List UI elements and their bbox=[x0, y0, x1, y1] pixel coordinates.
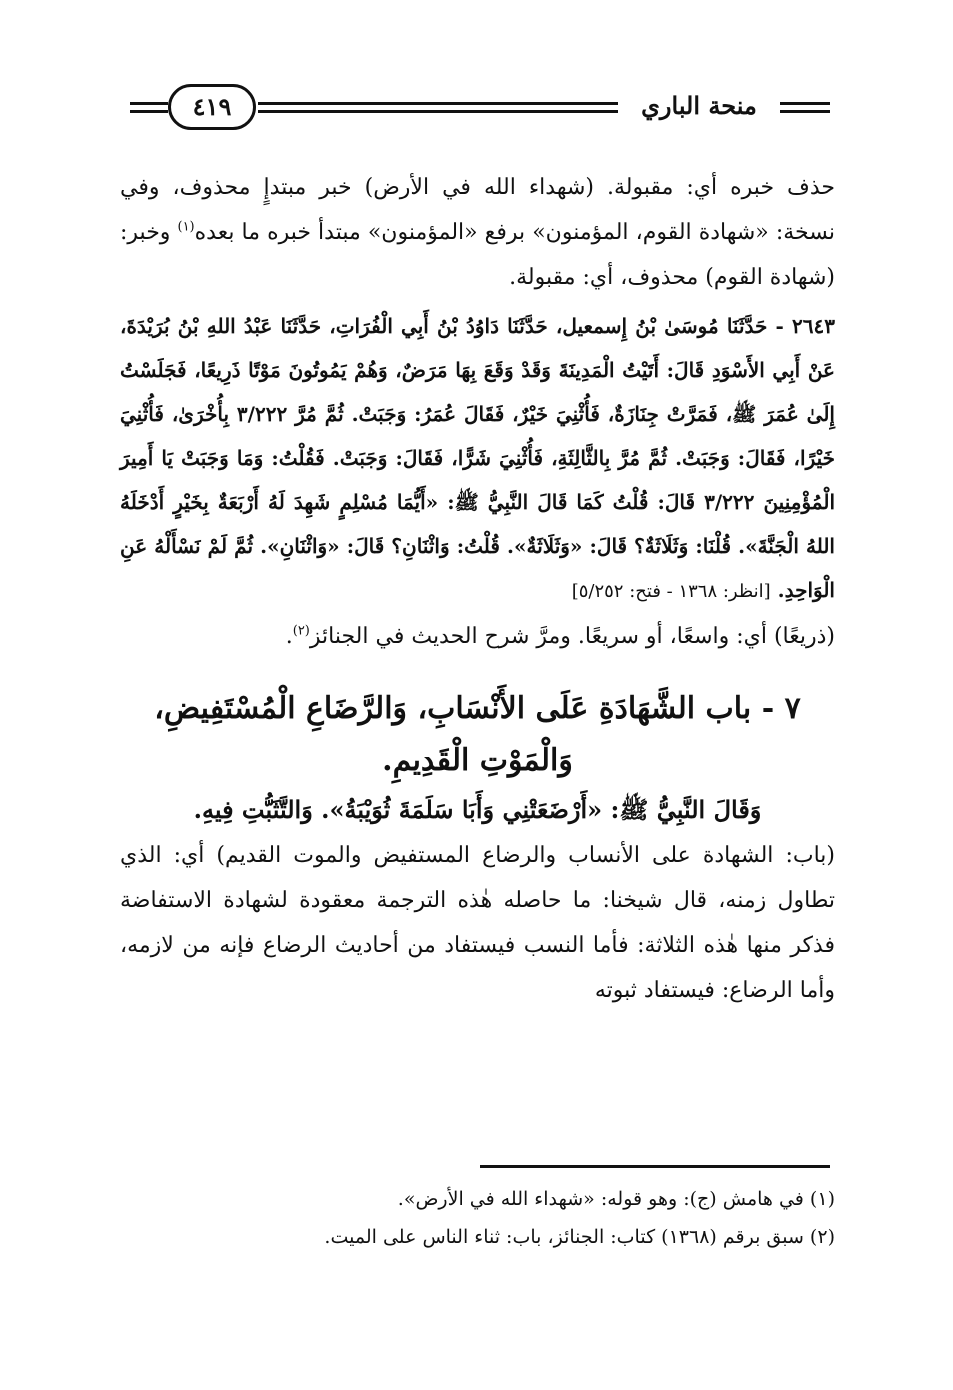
header-rule bbox=[130, 110, 168, 113]
hadith-text bbox=[120, 304, 835, 614]
footnote-1: (١) في هامش (ج): وهو قوله: «شهداء الله في الأرض». bbox=[397, 1188, 835, 1210]
header-rule bbox=[780, 110, 830, 113]
header-rule bbox=[258, 102, 618, 105]
page-header bbox=[130, 78, 830, 140]
commentary-paragraph: (باب: الشهادة على الأنساب والرضاع المستفيض والموت القديم) أي: الذي تطاول زمنه، قال شيخنا: ما حاصله هٰذه الترجمة معقودة لشهادة الاستفاضة فذكر منها هٰذه الثلاثة: فأما النسب فيستفاد من أحاديث الرضاع فإنه من لازمه، وأما الرضاع: فيستفاد ثبوته bbox=[120, 843, 835, 1003]
chapter-quote: وَقَالَ النَّبِيُّ ﷺ: «أَرْضَعَتْنِي وَأَبَا سَلَمَةَ ثُوَيْبَةُ». وَالتَّثَبُّتِ فِيهِ. bbox=[193, 795, 762, 824]
paragraph-text: وخبر: (شهادة القوم) محذوف، أي: مقبولة. bbox=[120, 220, 835, 290]
commentary-paragraph bbox=[120, 165, 835, 300]
footnotes bbox=[120, 1180, 835, 1256]
chapter-heading: ٧ - باب الشَّهَادَةِ عَلَى الأَنْسَابِ، وَالرَّضَاعِ الْمُسْتَفِيضِ، وَالْمَوْتِ الْقَدِيمِ. bbox=[154, 691, 801, 778]
footnote-marker[interactable]: (١) bbox=[177, 219, 195, 235]
paragraph-text: . bbox=[285, 624, 293, 649]
footnote-marker[interactable]: (٢) bbox=[292, 623, 310, 639]
page-number: ٤١٩ bbox=[168, 84, 256, 130]
paragraph-text: (ذريعًا) أي: واسعًا، أو سريعًا. ومرَّ شرح الحديث في الجنائز bbox=[309, 624, 835, 649]
book-title: منحة الباري bbox=[641, 91, 757, 120]
header-rule bbox=[130, 102, 168, 105]
commentary-paragraph bbox=[120, 614, 835, 659]
hadith-reference: [انظر: ١٣٦٨ - فتح: ٥/٢٥٢] bbox=[571, 581, 771, 602]
header-rule bbox=[258, 110, 618, 113]
header-rule bbox=[780, 102, 830, 105]
footnote-divider bbox=[480, 1165, 830, 1168]
footnote-2: (٢) سبق برقم (١٣٦٨) كتاب: الجنائز، باب: ثناء الناس على الميت. bbox=[324, 1226, 835, 1248]
page-content bbox=[120, 165, 835, 1013]
paragraph-text: حذف خبره أي: مقبولة. (شهداء الله في الأرض) خبر مبتدإٍ محذوف، وفي نسخة: «شهادة القوم، المؤمنون» برفع «المؤمنون» مبتدأ خبره ما بعده bbox=[120, 175, 835, 245]
hadith-body: ٢٦٤٣ - حَدَّثَنَا مُوسَىٰ بْنُ إِسمعيل، حَدَّثَنَا دَاوُدُ بْنُ أَبِي الْفُرَاتِ، حَدَّثَنَا عَبْدُ اللهِ بْنُ بُرَيْدَةَ، عَنْ أَبِي الأَسْوَدِ قَالَ: أَتَيْتُ الْمَدِينَةَ وَقَدْ وَقَعَ بِهَا مَرَضٌ، وَهُمْ يَمُوتُونَ مَوْتًا ذَرِيعًا، فَجَلَسْتُ إِلَىٰ عُمَرَ ﷺ، فَمَرَّتْ جِنَازَةٌ، فَأُثْنِيَ خَيْرٌ، فَقَالَ عُمَرُ: وَجَبَتْ. ثُمَّ مُرَّ ٣/٢٢٢ بِأُخْرَىٰ، فَأُثْنِيَ خَيْرًا، فَقَالَ: وَجَبَتْ. ثُمَّ مُرَّ بِالثَّالِثَةِ، فَأُثْنِيَ شَرًّا، فَقَالَ: وَجَبَتْ. فَقُلْتُ: وَمَا وَجَبَتْ يَا أَمِيرَ الْمُؤْمِنِينَ ٣/٢٢٢ قَالَ: قُلْتُ كَمَا قَالَ النَّبِيُّ ﷺ: «أَيُّمَا مُسْلِمٍ شَهِدَ لَهُ أَرْبَعَةٌ بِخَيْرٍ أَدْخَلَهُ اللهُ الْجَنَّةَ». قُلْنَا: وَثَلَاثَةٌ؟ قَالَ: «وَثَلَاثَةٌ». قُلْتُ: وَاثْنَانِ؟ قَالَ: «وَاثْنَانِ». ثُمَّ لَمْ نَسْأَلْهُ عَنِ الْوَاحِدِ. bbox=[120, 314, 835, 602]
